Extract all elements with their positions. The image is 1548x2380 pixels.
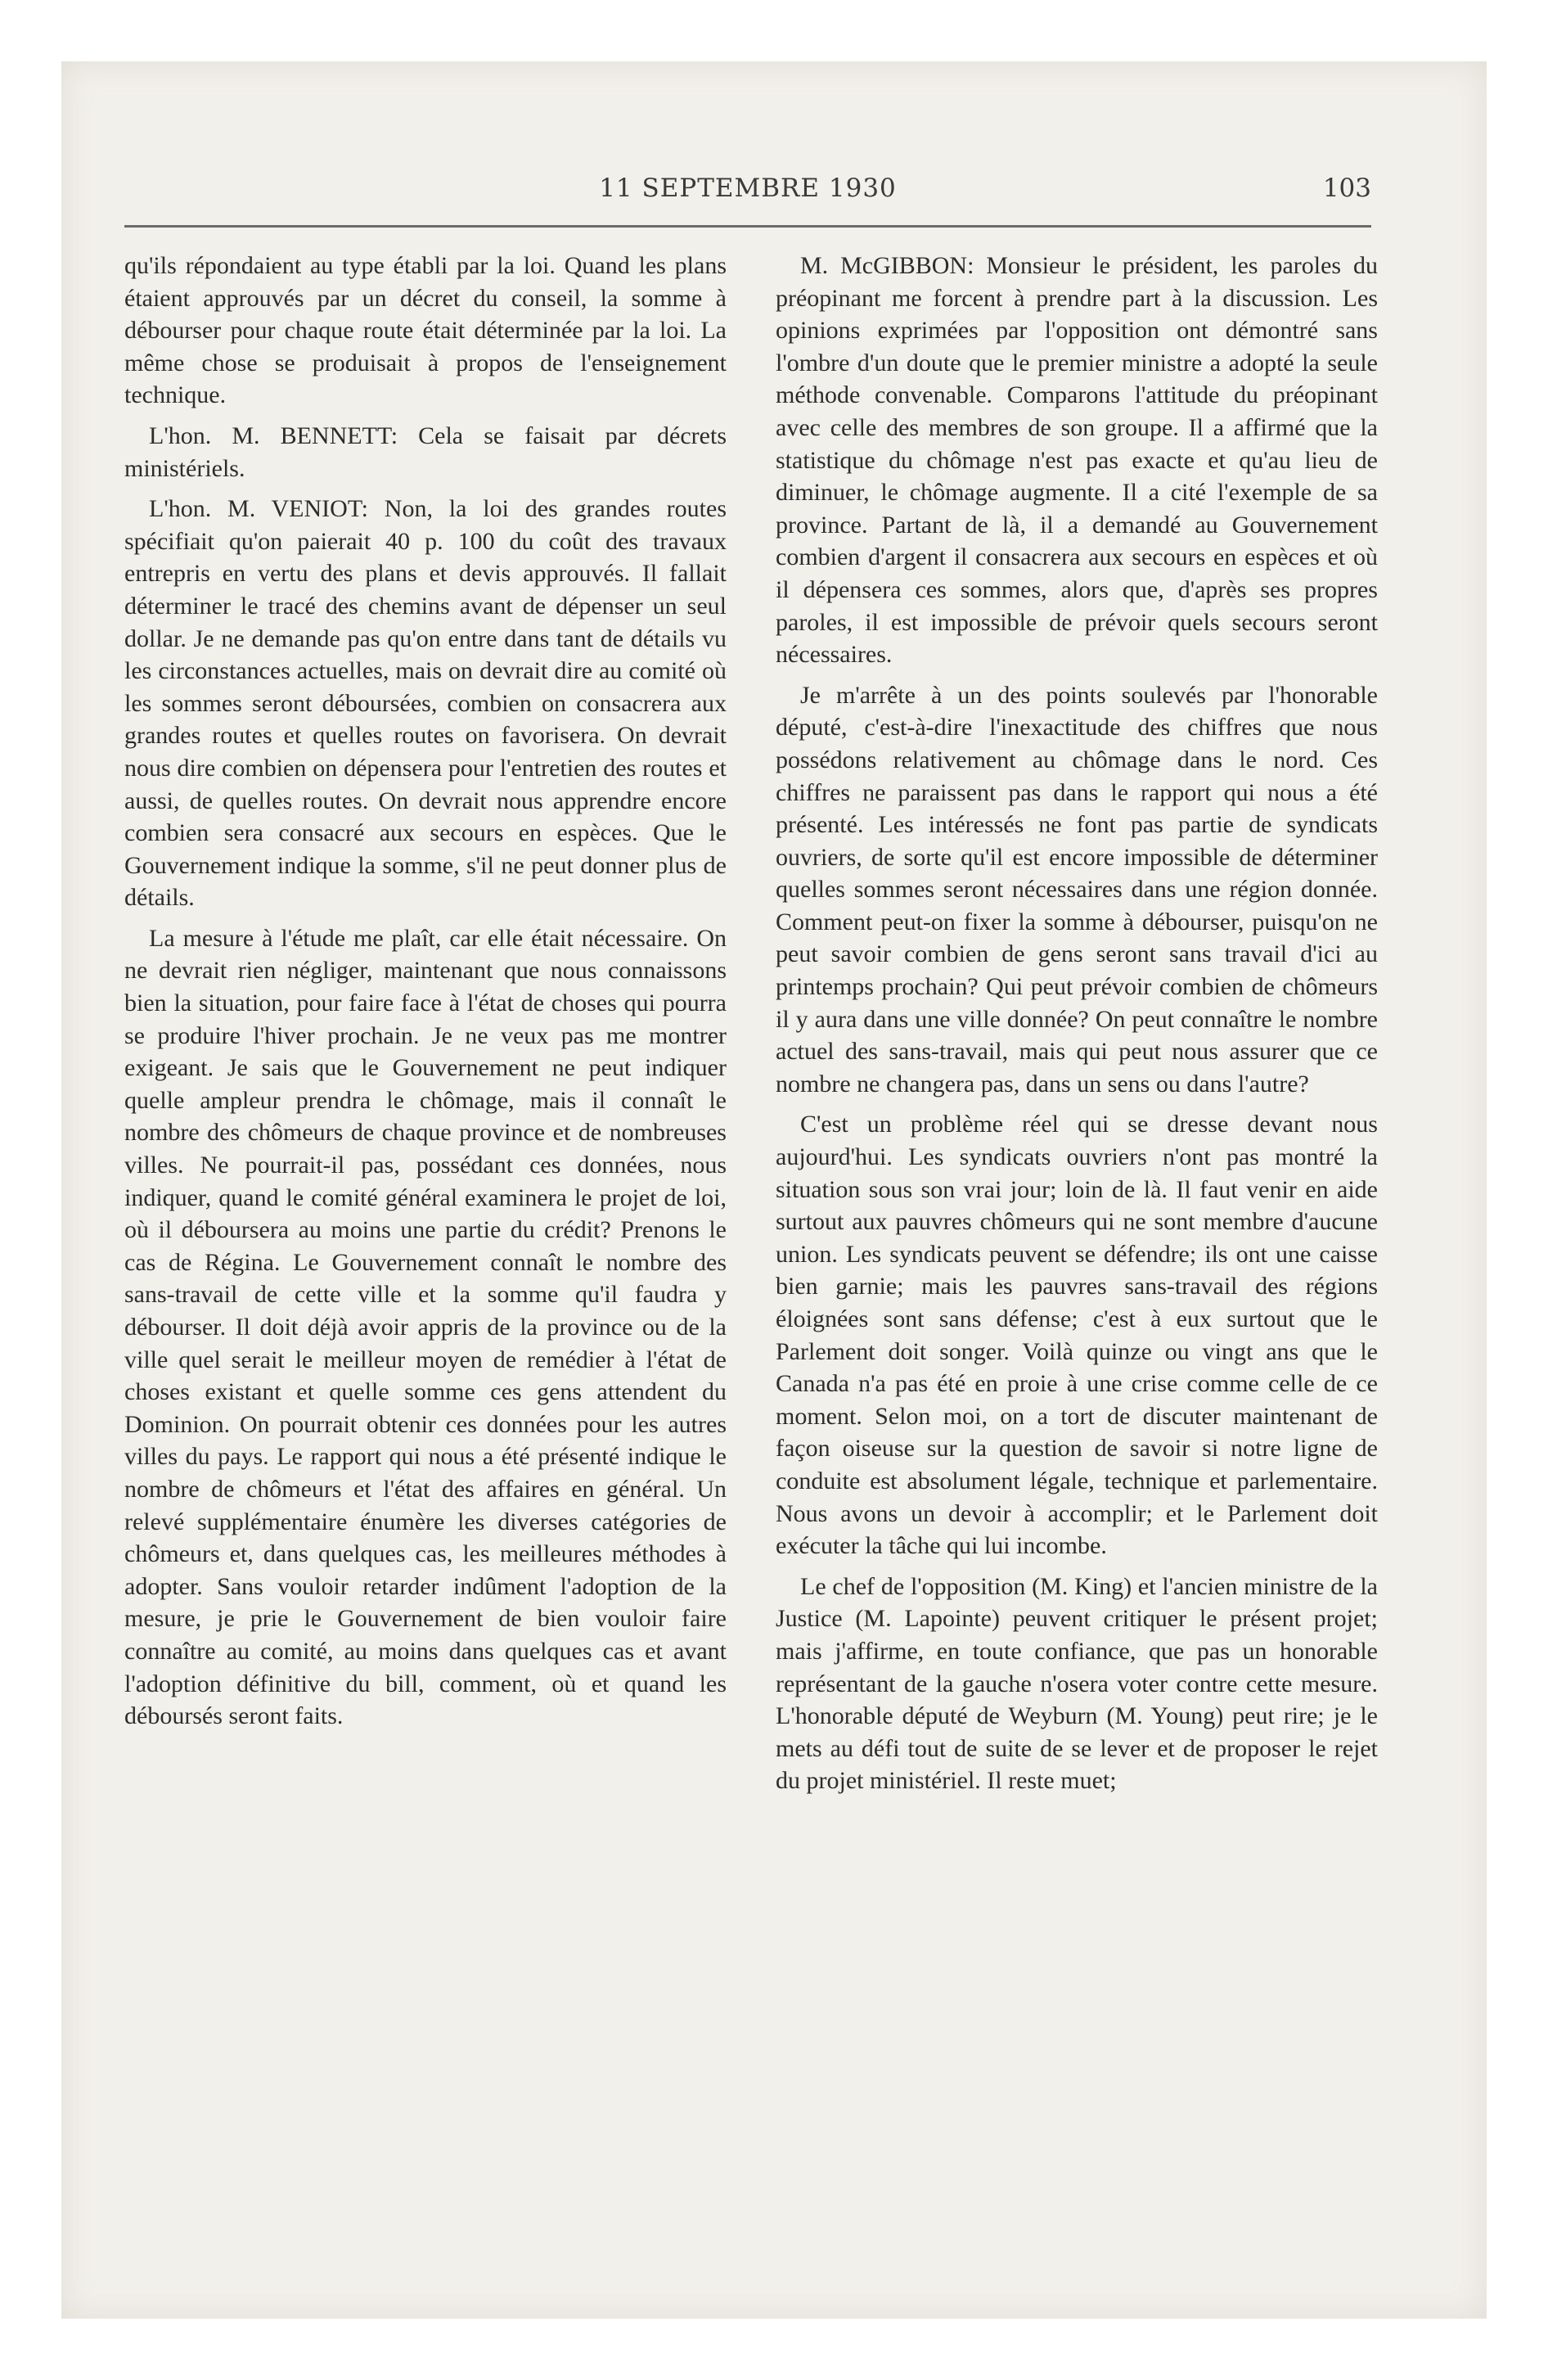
header-date: 11 SEPTEMBRE 1930: [599, 174, 897, 203]
paragraph-veniot-continued: La mesure à l'étude me plaît, car elle était nécessaire. On ne devrait rien négliger, maintenant que nous connaissons bien la situation, pour faire face à l'état de choses qui pourra se produire l'hiver prochain. Je ne veux pas me montrer exigeant. Je sais que le Gouvernement ne peut indiquer quelle ampleur prendra le chômage, mais il connaît le nombre des chômeurs de chaque province et de nombreuses villes. Ne pourrait-il pas, possédant ces données, nous indiquer, quand le comité général examinera le projet de loi, où il déboursera au moins une partie du crédit? Prenons le cas de Régina. Le Gouvernement connaît le nombre des sans-travail de cette ville et la somme qu'il faudra y débourser. Il doit déjà avoir appris de la province ou de la ville quel serait le meilleur moyen de remédier à l'état de choses existant et quelle somme ces gens attendent du Dominion. On pourrait obtenir ces données pour les autres villes du pays. Le rapport qui nous a été présenté indique le nombre de chômeurs et l'état des affaires en général. Un relevé supplémentaire énumère les diverses catégories de chômeurs et, dans quelques cas, les meilleures méthodes à adopter. Sans vouloir retarder indûment l'adoption de la mesure, je prie le Gouvernement de bien vouloir faire connaître au comité, au moins dans quelques cas et avant l'adoption définitive du bill, comment, où et quand les déboursés seront faits.: [124, 924, 727, 1730]
page-header: [124, 174, 1371, 214]
paragraph-mcgibbon: M. McGIBBON: Monsieur le président, les paroles du préopinant me forcent à prendre part à la discussion. Les opinions exprimées par l'opposition ont démontré sans l'ombre d'un doute que le premier ministre a adopté la seule méthode convenable. Comparons l'attitude du préopinant avec celle des membres de son groupe. Il a affirmé que la statistique du chômage n'est pas exacte et qu'au lieu de diminuer, le chômage augmente. Il a cité l'exemple de sa province. Partant de là, il a demandé au Gouvernement combien d'argent il consacrera aux secours en espèces et où il dépensera ces sommes, alors que, d'après ses propres paroles, il est impossible de prévoir quels secours seront nécessaires.: [776, 252, 1378, 669]
header-rule: [124, 225, 1371, 228]
paragraph-mcgibbon-4: Le chef de l'opposition (M. King) et l'ancien ministre de la Justice (M. Lapointe) peuvent critiquer le présent projet; mais j'affirme, en toute confiance, que pas un honorable représentant de la gauche n'osera voter contre cette mesure. L'honorable député de Weyburn (M. Young) peut rire; je le mets au défi tout de suite de se lever et de proposer le rejet du projet ministériel. Il reste muet;: [776, 1572, 1378, 1795]
right-column: [776, 250, 1378, 1805]
paragraph-veniot: L'hon. M. VENIOT: Non, la loi des grandes routes spécifiait qu'on paierait 40 p. 100 du coût des travaux entrepris en vertu des plans et devis approuvés. Il fallait déterminer le tracé des chemins avant de dépenser un seul dollar. Je ne demande pas qu'on entre dans tant de détails vu les circonstances actuelles, mais on devrait dire au comité où les sommes seront déboursées, combien on consacrera aux grandes routes et quelles routes on favorisera. On devrait nous dire combien on dépensera pour l'entretien des routes et aussi, de quelles routes. On devrait nous apprendre encore combien sera consacré aux secours en espèces. Que le Gouvernement indique la somme, s'il ne peut donner plus de détails.: [124, 495, 727, 912]
paragraph-mcgibbon-3: C'est un problème réel qui se dresse devant nous aujourd'hui. Les syndicats ouvriers n'ont pas montré la situation sous son vrai jour; loin de là. Il faut venir en aide surtout aux pauvres chômeurs qui ne sont membre d'aucune union. Les syndicats peuvent se défendre; ils ont une caisse bien garnie; mais les pauvres sans-travail des régions éloignées sont sans défense; c'est à eux surtout que le Parlement doit songer. Voilà quinze ou vingt ans que le Canada n'a pas été en proie à une crise comme celle de ce moment. Selon moi, on a tort de discuter maintenant de façon oiseuse sur la question de savoir si notre ligne de conduite est absolument légale, technique et parlementaire. Nous avons un devoir à accomplir; et le Parlement doit exécuter la tâche qui lui incombe.: [776, 1111, 1378, 1560]
paragraph-mcgibbon-2: Je m'arrête à un des points soulevés par l'honorable député, c'est-à-dire l'inexactitude des chiffres que nous possédons relativement au chômage dans le nord. Ces chiffres ne paraissent pas dans le rapport qui nous a été présenté. Les intéressés ne font pas partie de syndicats ouvriers, de sorte qu'il est encore impossible de déterminer quelles sommes seront nécessaires dans une région donnée. Comment peut-on fixer la somme à débourser, puisqu'on ne peut savoir combien de gens seront sans travail d'ici au printemps prochain? Qui peut prévoir combien de chômeurs il y aura dans une ville donnée? On peut connaître le nombre actuel des sans-travail, mais qui peut nous assurer que ce nombre ne changera pas, dans un sens ou dans l'autre?: [776, 681, 1378, 1098]
left-column: [124, 250, 727, 1741]
page-number: 103: [1322, 174, 1371, 203]
paragraph-continuation: qu'ils répondaient au type établi par la loi. Quand les plans étaient approuvés par un décret du conseil, la somme à débourser pour chaque route était déterminée par la loi. La même chose se produisait à propos de l'enseignement technique.: [124, 252, 727, 409]
paragraph-bennett: L'hon. M. BENNETT: Cela se faisait par décrets ministériels.: [124, 421, 727, 482]
